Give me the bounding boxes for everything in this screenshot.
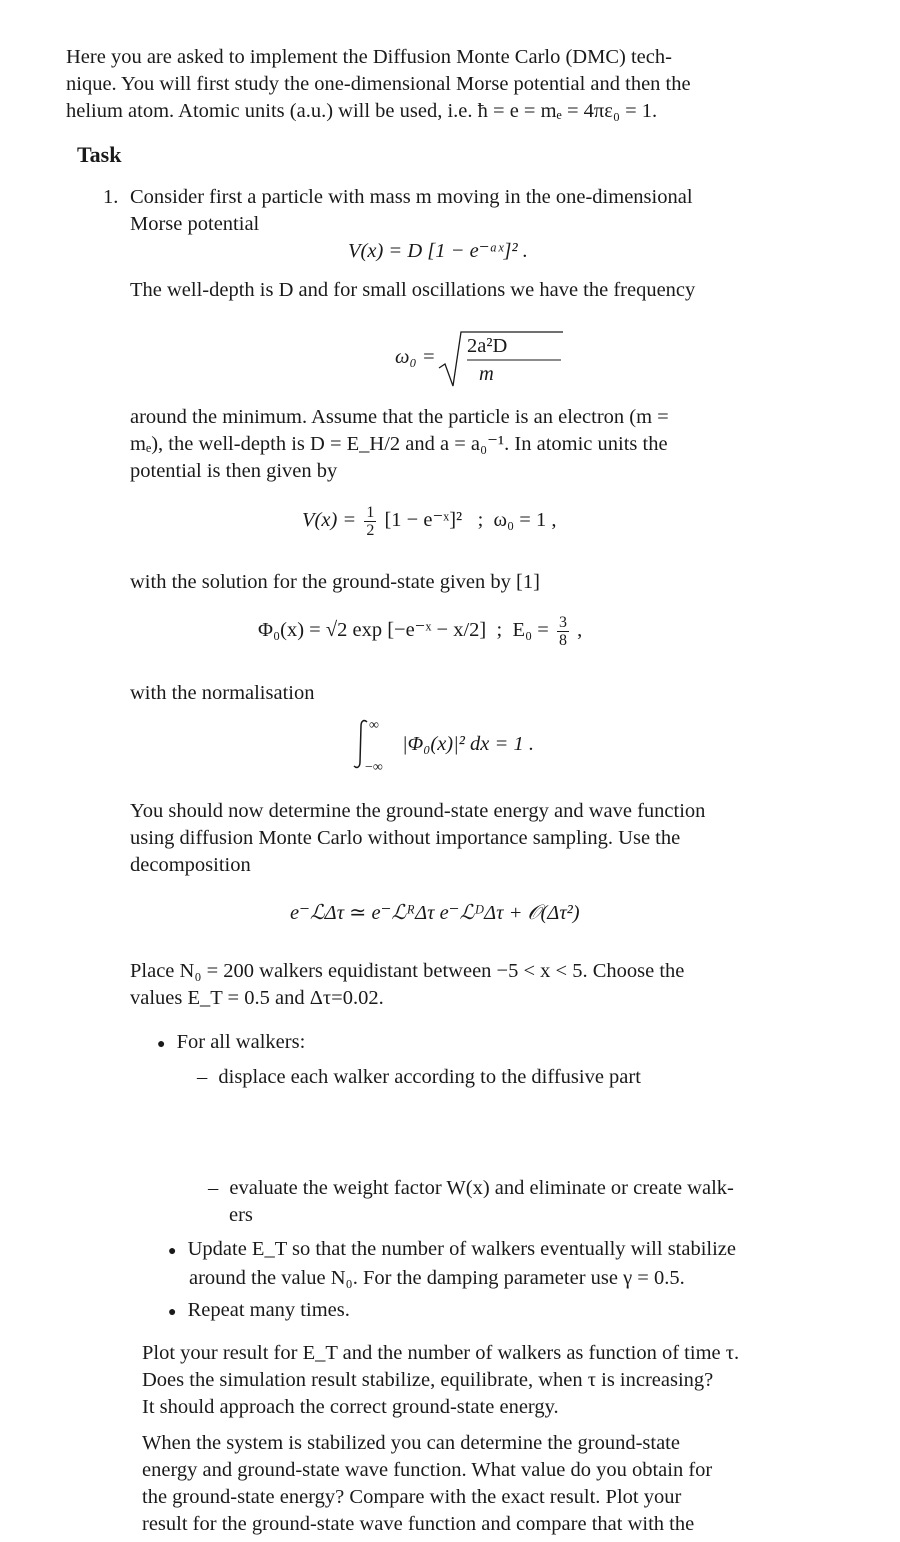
bullet-text: For all walkers: — [176, 1031, 306, 1053]
place-line: values E_T = 0.5 and Δτ=0.02. — [130, 987, 384, 1009]
omega-numerator: 2a²D — [467, 335, 508, 357]
item-number: 1. — [103, 186, 119, 208]
au-lhs: V(x) = — [302, 509, 357, 532]
bullet-item — [168, 1236, 736, 1292]
plot-line: It should approach the correct ground-state energy. — [142, 1396, 559, 1418]
ground-state-text: with the solution for the ground-state given by [1] — [130, 571, 540, 593]
stabilized-line: the ground-state energy? Compare with the exact result. Plot your — [142, 1486, 682, 1508]
au-rhs: [1 − e⁻ˣ]² ; ω₀ = 1 , — [384, 509, 557, 532]
bullet-icon: ● — [168, 1244, 177, 1259]
around-line: around the minimum. Assume that the particle is an electron (m = — [130, 406, 669, 428]
normalisation-text: with the normalisation — [130, 682, 315, 704]
integral-upper-limit: ∞ — [369, 718, 379, 733]
dash-continuation: ers — [229, 1204, 253, 1226]
dash-item — [197, 1064, 641, 1091]
item1-line: Morse potential — [130, 213, 260, 235]
three-eighths-fraction — [557, 614, 569, 649]
place-line: Place N₀ = 200 walkers equidistant between −5 < x < 5. Choose the — [130, 960, 685, 982]
item1-line: Consider first a particle with mass m moving in the one-dimensional — [130, 186, 693, 208]
intro-line: nique. You will first study the one-dimensional Morse potential and then the — [66, 73, 691, 95]
normalisation-equation — [352, 718, 592, 775]
decomposition-equation: e⁻ℒΔτ ≃ e⁻ℒᴿΔτ e⁻ℒᴰΔτ + 𝒪(Δτ²) — [290, 902, 580, 924]
determine-paragraph — [130, 798, 705, 879]
gs-tail: , — [577, 619, 583, 642]
dash-text: displace each walker according to the diffusive part — [218, 1066, 641, 1088]
stabilized-line: energy and ground-state wave function. What value do you obtain for — [142, 1459, 713, 1481]
plot-paragraph — [142, 1340, 739, 1421]
determine-line: You should now determine the ground-state energy and wave function — [130, 800, 706, 822]
bullet-text: Update E_T so that the number of walkers eventually will stabilize — [187, 1238, 737, 1260]
stabilized-line: When the system is stabilized you can determine the ground-state — [142, 1432, 680, 1454]
stabilized-paragraph — [142, 1430, 712, 1538]
bullet-item — [157, 1029, 305, 1058]
fraction-denominator: 2 — [366, 522, 375, 539]
well-depth-text: The well-depth is D and for small oscillations we have the frequency — [130, 279, 696, 301]
around-line: mₑ), the well-depth is D = E_H/2 and a = a₀⁻¹. In atomic units the — [130, 433, 668, 455]
bullet-icon: ● — [157, 1037, 166, 1052]
omega-denominator: m — [479, 363, 494, 385]
bullet-text: Repeat many times. — [187, 1299, 350, 1321]
task-heading: Task — [77, 142, 122, 167]
integral-lower-limit: −∞ — [365, 760, 383, 775]
determine-line: using diffusion Monte Carlo without importance sampling. Use the — [130, 827, 681, 849]
ground-state-equation — [258, 614, 582, 649]
intro-paragraph — [66, 44, 691, 125]
item1-intro — [130, 184, 693, 238]
gs-lhs: Φ₀(x) = √2 exp [−e⁻ˣ − x/2] ; E₀ = — [258, 619, 549, 642]
fraction-numerator: 3 — [558, 614, 567, 631]
intro-line: helium atom. Atomic units (a.u.) will be used, i.e. ħ = e = mₑ = 4πε₀ = 1. — [66, 100, 658, 122]
intro-line: Here you are asked to implement the Diffusion Monte Carlo (DMC) tech- — [66, 46, 672, 68]
bullet-icon: ● — [168, 1305, 177, 1320]
au-potential-equation — [302, 504, 556, 539]
plot-line: Plot your result for E_T and the number of walkers as function of time τ. — [142, 1342, 740, 1364]
dash-item — [208, 1175, 734, 1229]
fraction-denominator: 8 — [558, 632, 567, 649]
fraction-numerator: 1 — [366, 504, 375, 521]
around-paragraph — [130, 404, 669, 485]
morse-equation: V(x) = D [1 − e⁻ᵃˣ]² . — [348, 240, 528, 262]
plot-line: Does the simulation result stabilize, equilibrate, when τ is increasing? — [142, 1369, 714, 1391]
dash-icon: – — [208, 1177, 219, 1199]
omega-lhs: ω₀ = — [395, 346, 436, 368]
dash-text: evaluate the weight factor W(x) and eliminate or create walk- — [229, 1177, 734, 1199]
stabilized-line: result for the ground-state wave function and compare that with the — [142, 1513, 695, 1535]
one-half-fraction — [364, 504, 376, 539]
integral-body: |Φ₀(x)|² dx = 1 . — [402, 733, 534, 755]
dash-icon: – — [197, 1066, 208, 1088]
place-paragraph — [130, 958, 684, 1012]
bullet-continuation: around the value N₀. For the damping parameter use γ = 0.5. — [189, 1267, 685, 1289]
determine-line: decomposition — [130, 854, 251, 876]
bullet-item — [168, 1297, 350, 1326]
around-line: potential is then given by — [130, 460, 338, 482]
